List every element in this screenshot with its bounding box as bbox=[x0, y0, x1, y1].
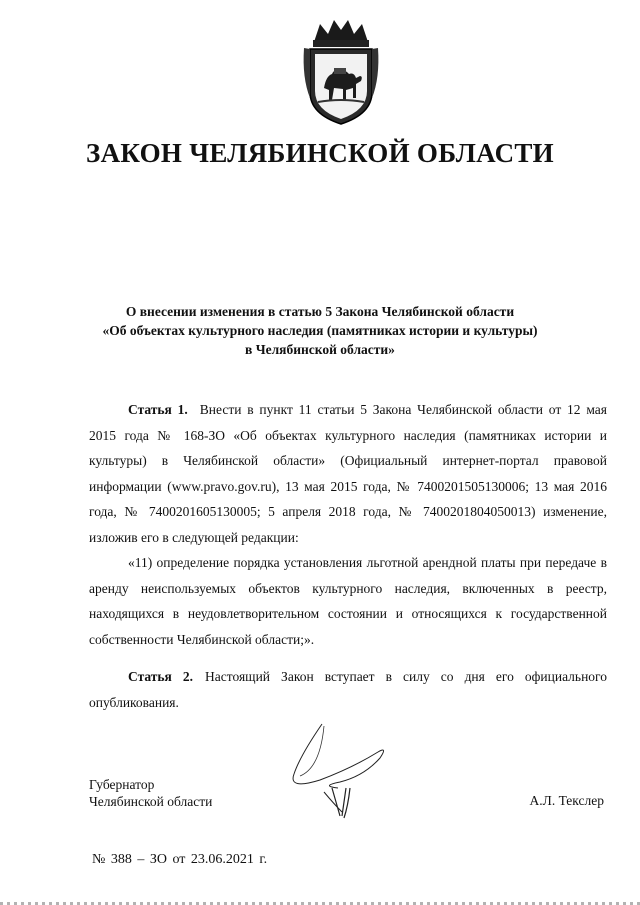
law-subject bbox=[60, 302, 580, 359]
article-1-quote: «11) определение порядка установления льготной арендной платы при передаче в аренду неиспользуемых объектов культурного наследия, включенных в реестр, находящихся в неудовлетворительном состоянии и относящихся к государственной собственности Челябинской области;». bbox=[89, 555, 607, 647]
article-2-text: Настоящий Закон вступает в силу со дня его официального опубликования. bbox=[89, 669, 608, 710]
subject-line: в Челябинской области» bbox=[245, 342, 395, 357]
document-number: № 388 – ЗО от 23.06.2021 г. bbox=[92, 852, 268, 867]
article-1 bbox=[89, 397, 607, 652]
signer-name: А.Л. Текслер bbox=[529, 793, 604, 808]
signature-icon bbox=[280, 716, 400, 826]
subject-line: «Об объектах культурного наследия (памятниках истории и культуры) bbox=[102, 323, 538, 338]
coat-of-arms-icon bbox=[300, 18, 382, 126]
article-2-label: Статья 2. bbox=[128, 669, 194, 684]
governor-title bbox=[89, 776, 212, 810]
position-line: Челябинской области bbox=[89, 794, 213, 809]
article-1-text: Внести в пункт 11 статьи 5 Закона Челябинской области от 12 мая 2015 года № 168-ЗО «Об объектах культурного наследия (памятниках истории и культуры) в Челябинской области» (Официальный интернет-портал правовой информации (www.pravo.gov.ru), 13 мая 2015 года, № 7400201505130006; 13 мая 2016 года, № 7400201605130005; 5 апреля 2018 года, № 7400201804050013) изменение, изложив его в следующей редакции: bbox=[89, 402, 607, 545]
article-2 bbox=[89, 664, 607, 715]
position-line: Губернатор bbox=[89, 777, 155, 792]
law-title: ЗАКОН ЧЕЛЯБИНСКОЙ ОБЛАСТИ bbox=[86, 138, 554, 168]
article-1-label: Статья 1. bbox=[128, 402, 188, 417]
subject-line: О внесении изменения в статью 5 Закона Челябинской области bbox=[125, 304, 515, 319]
